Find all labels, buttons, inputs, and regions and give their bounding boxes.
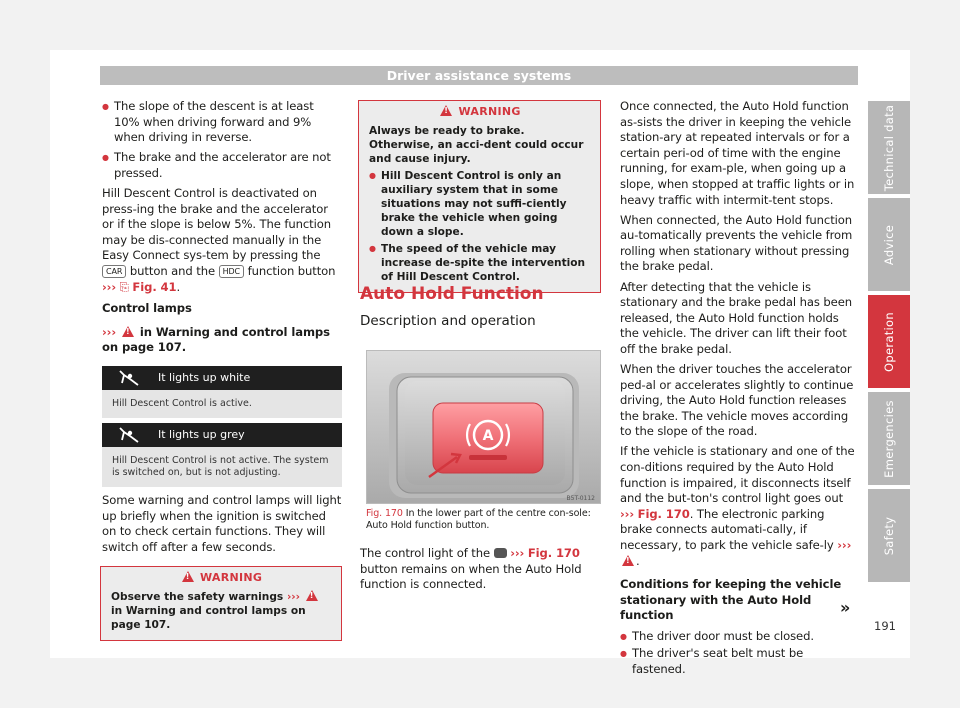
figure-170 [366, 350, 601, 504]
warning-triangle-icon [440, 105, 452, 116]
lamp-white-text: Hill Descent Control is active. [102, 390, 342, 418]
tab-advice[interactable]: Advice [868, 198, 910, 291]
fig41-link[interactable]: Fig. 41 [132, 279, 177, 294]
conditions-heading: Conditions for keeping the vehicle stationary with the Auto Hold function [620, 577, 842, 623]
lamp-grey-header: It lights up grey [102, 423, 342, 447]
svg-text:A: A [482, 428, 494, 444]
hill-descent-icon [118, 369, 140, 387]
list-item: ● The driver door must be closed. [620, 629, 860, 645]
tab-emergencies[interactable]: Emergencies [868, 392, 910, 485]
paragraph: After detecting that the vehicle is stationary and the brake pedal has been released, the Auto Hold function holds the vehicle. The driver can lift their foot off the brake pedal. [620, 279, 852, 356]
lamp-grey-text: Hill Descent Control is not active. The system is switched on, but is not adjusting. [102, 447, 342, 487]
list-item: ● The driver's seat belt must be fastened. [620, 646, 860, 677]
control-lamps-heading: Control lamps [102, 301, 192, 316]
warning-triangle-icon [306, 590, 318, 601]
paragraph: When the driver touches the accelerator ped-al or accelerates slightly to continue driving, the Auto Hold function releases the brake. The vehicle moves according to the slope of the road. [620, 362, 854, 439]
page-header: Driver assistance systems [100, 66, 858, 85]
warning-triangle-icon [182, 571, 194, 582]
paragraph: Hill Descent Control is deactivated on press-ing the brake and the accelerator or if the slope is below 5%. The function may be dis-connected manually in the Easy Connect sys-tem by pressing the CAR button and the HDC function button ››› ⎘ Fig. 41. [102, 185, 336, 294]
right-column [620, 99, 860, 682]
warning-triangle-icon [122, 326, 134, 337]
paragraph: If the vehicle is stationary and one of the con-ditions required by the Auto Hold function is impaired, it disconnects itself and the but-ton's control light goes out ››› Fig. 170. The electronic parking brake connects automati-cally, if necessary, to park the vehicle safe-ly ››› !. [620, 444, 860, 569]
left-warning-box [100, 566, 342, 641]
list-item: ● The brake and the accelerator are not pressed. [102, 150, 342, 181]
fig170-link[interactable]: Fig. 170 [637, 506, 690, 521]
tab-safety[interactable]: Safety [868, 489, 910, 582]
hdc-button-icon: HDC [219, 265, 244, 278]
auto-hold-icon [494, 548, 507, 558]
auto-hold-button-image [367, 351, 601, 504]
lamp-white [102, 366, 342, 418]
section-heading [360, 284, 600, 329]
tab-operation[interactable]: Operation [868, 295, 910, 388]
section-subtitle: Description and operation [360, 313, 536, 329]
lamp-grey [102, 423, 342, 487]
figure-code: B5T-0112 [566, 495, 595, 502]
warning-header: ! WARNING [359, 101, 600, 122]
fig170-link[interactable]: Fig. 170 [527, 546, 580, 560]
warning-header: ! WARNING [101, 567, 341, 588]
warning-text: Observe the safety warnings ››› ! in Warning and control lamps on page 107. [101, 588, 341, 640]
lamp-white-header: It lights up white [102, 366, 342, 390]
lamp-reference[interactable]: ››› ! in Warning and control lamps on page 107. [102, 325, 342, 356]
reference-arrows: ››› [102, 279, 117, 294]
tab-technical-data[interactable]: Technical data [868, 101, 910, 194]
page-number: 191 [874, 619, 896, 633]
middle-paragraph: The control light of the ››› Fig. 170 button remains on when the Auto Hold function is connected. [360, 546, 582, 592]
car-button-icon: CAR [102, 265, 126, 278]
paragraph: When connected, the Auto Hold function au-tomatically prevents the vehicle from rolling when stationary without pressing the brake pedal. [620, 212, 853, 274]
warning-triangle-icon [622, 555, 634, 566]
list-item: ● Hill Descent Control is only an auxiliary system that in some situations may not suffi-ciently brake the vehicle when going down a slope. [369, 169, 592, 239]
section-title: Auto Hold Function [360, 284, 544, 304]
list-item: ● The speed of the vehicle may increase de-spite the intervention of Hill Descent Control. [369, 242, 592, 284]
hill-descent-icon [118, 426, 140, 444]
left-column [102, 99, 342, 360]
figure-caption: Fig. 170 In the lower part of the centre con-sole: Auto Hold function button. [366, 508, 591, 531]
continue-marker: » [840, 598, 851, 617]
warning-text: Always be ready to brake. Otherwise, an acci-dent could occur and cause injury. ● Hill Descent Control is only an auxiliary system that in some situations may not suffi-ciently brake the vehicle when going down a slope. ● The speed of the vehicle may increase de-spite the intervention of Hill Descent Control. [359, 122, 600, 292]
paragraph: Once connected, the Auto Hold function as-sists the driver in keeping the vehicle station-ary at repeated intervals or for a certain peri-od of time with the engine running, for exam-ple, when going up a slope, when stopped at traffic lights or in heavy traffic with intermit-tent stops. [620, 99, 855, 207]
list-item: ● The slope of the descent is at least 10% when driving forward and 9% when driving in reverse. [102, 99, 342, 146]
middle-warning-box [358, 100, 601, 293]
figure-icon: ⎘ [119, 279, 129, 294]
figure-label: Fig. 170 [366, 508, 403, 519]
left-paragraph-2: Some warning and control lamps will light up briefly when the ignition is switched on to check certain functions. They will switch off after a few seconds. [102, 493, 342, 554]
